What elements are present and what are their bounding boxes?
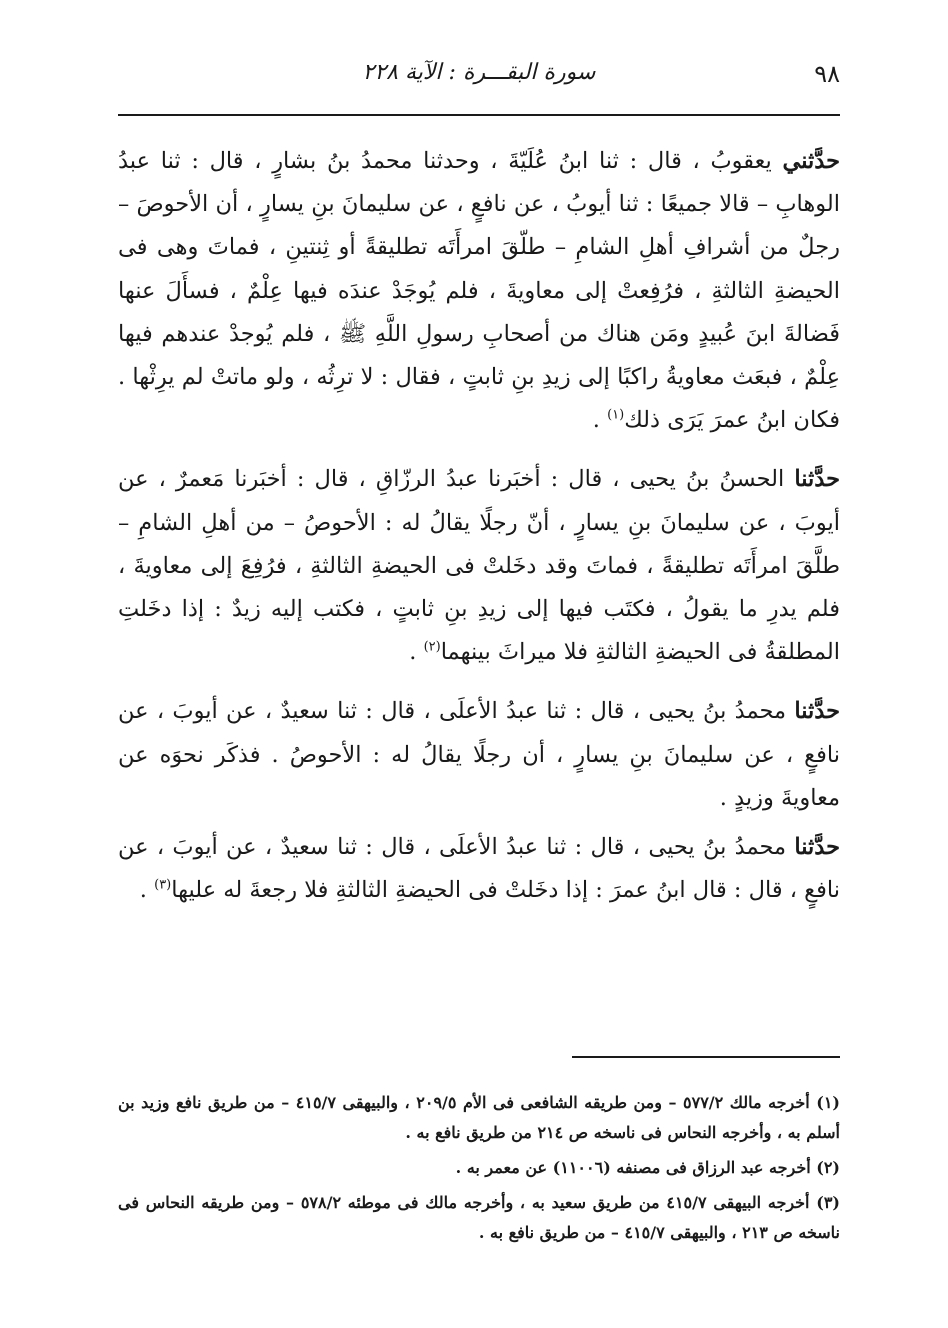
paragraph-lead: حدَّثنا — [794, 466, 840, 493]
hadith-paragraph — [118, 458, 840, 674]
footnote: (١) أخرجه مالك ٥٧٧/٢ – ومن طريقه الشافعى فى الأم ٢٠٩/٥ ، والبيهقى ٤١٥/٧ – من طريق نافع وزيد بن أسلم به ، وأخرجه النحاس فى ناسخه ص ٢١٤ من طريق نافع به . — [118, 1093, 840, 1142]
paragraph-end: . — [592, 407, 608, 434]
page-header — [118, 56, 840, 116]
paragraph-end: . — [139, 877, 155, 904]
footnote-separator — [572, 1056, 840, 1058]
paragraph-lead: حدَّثنا — [794, 698, 840, 725]
page-number: ٩٨ — [814, 60, 840, 88]
paragraph-text: الحسنُ بنُ يحيى ، قال : أخبَرنا عبدُ الرزّاقِ ، قال : أخبَرنا مَعمرٌ ، عن أيوبَ ، عن سليمانَ بنِ يسارٍ ، أنّ رجلًا يقالُ له : الأحوصُ – من أهلِ الشامِ – طلَّقَ امرأَتَه تطليقةً ، فماتَ وقد دخَلتْ فى الحيضةِ الثالثةِ ، فرُفِعَ إلى معاويةَ ، فلم يدرِ ما يقولُ ، فكتَب فيها إلى زيدِ بنِ ثابتٍ ، فكتب إليه زيدٌ : إذا دخَلتِ المطلقةُ فى الحيضةِ الثالثةِ فلا ميراثَ بينهما — [118, 466, 840, 666]
footnote: (٣) أخرجه البيهقى ٤١٥/٧ من طريق سعيد به ، وأخرجه مالك فى موطئه ٥٧٨/٢ – ومن طريقه النحاس فى ناسخه ص ٢١٣ ، والبيهقى ٤١٥/٧ – من طريق نافع به . — [118, 1193, 840, 1242]
footnote-marker: (١) — [607, 407, 625, 423]
footnotes — [118, 1088, 840, 1253]
paragraph-lead: حدَّثني — [782, 148, 840, 174]
paragraph-text: يعقوبُ ، قال : ثنا ابنُ عُلَيّةَ ، وحدثنا محمدُ بنُ بشارٍ ، قال : ثنا عبدُ الوهابِ – قالا جميعًا : ثنا أيوبُ ، عن نافعٍ ، عن سليمانَ بنِ يسارٍ ، أن الأحوصَ – رجلٌ من أشرافِ أهلِ الشامِ – طلّقَ امرأَتَه تطليقةً أو ثِنتينِ ، فماتَ وهى فى الحيضةِ الثالثةِ ، فرُفِعتْ إلى معاويةَ ، فلم يُوجَدْ عندَه فيها عِلْمٌ ، فسأَلَ عنها فَضالةَ ابنَ عُبيدٍ ومَن هناك من أصحابِ رسولِ اللَّهِ ﷺ ، فلم يُوجدْ عندهم فيها عِلْمٌ ، فبعَث معاويةُ راكبًا إلى زيدِ بنِ ثابتٍ ، فقال : لا ترِثُه ، ولو ماتتْ لم يرِثْها . فكان ابنُ عمرَ يَرَى ذلك — [118, 148, 840, 434]
paragraph-text: محمدُ بنُ يحيى ، قال : ثنا عبدُ الأعلَى ، قال : ثنا سعيدٌ ، عن أيوبَ ، عن نافعٍ ، قال : قال ابنُ عمرَ : إذا دخَلتْ فى الحيضةِ الثالثةِ فلا رجعةَ له عليها — [118, 834, 840, 904]
hadith-paragraph — [118, 826, 840, 912]
footnote: (٢) أخرجه عبد الرزاق فى مصنفه (١١٠٠٦) عن معمر به . — [455, 1158, 840, 1177]
running-title: سورة البقـــرة : الآية ٢٢٨ — [362, 60, 596, 85]
footnote-marker: (٢) — [423, 639, 441, 655]
main-text — [118, 140, 840, 928]
hadith-paragraph — [118, 140, 840, 442]
paragraph-end: . — [409, 639, 424, 666]
hadith-paragraph — [118, 690, 840, 820]
paragraph-text: محمدُ بنُ يحيى ، قال : ثنا عبدُ الأعلَى ، قال : ثنا سعيدٌ ، عن أيوبَ ، عن نافعٍ ، عن سليمانَ بنِ يسارٍ ، أن رجلًا يقالُ له : الأحوصُ . فذكَر نحوَه عن معاويةَ وزيدٍ . — [118, 698, 840, 811]
header-rule — [118, 114, 840, 116]
paragraph-lead: حدَّثنا — [794, 834, 840, 861]
footnote-marker: (٣) — [154, 877, 172, 893]
